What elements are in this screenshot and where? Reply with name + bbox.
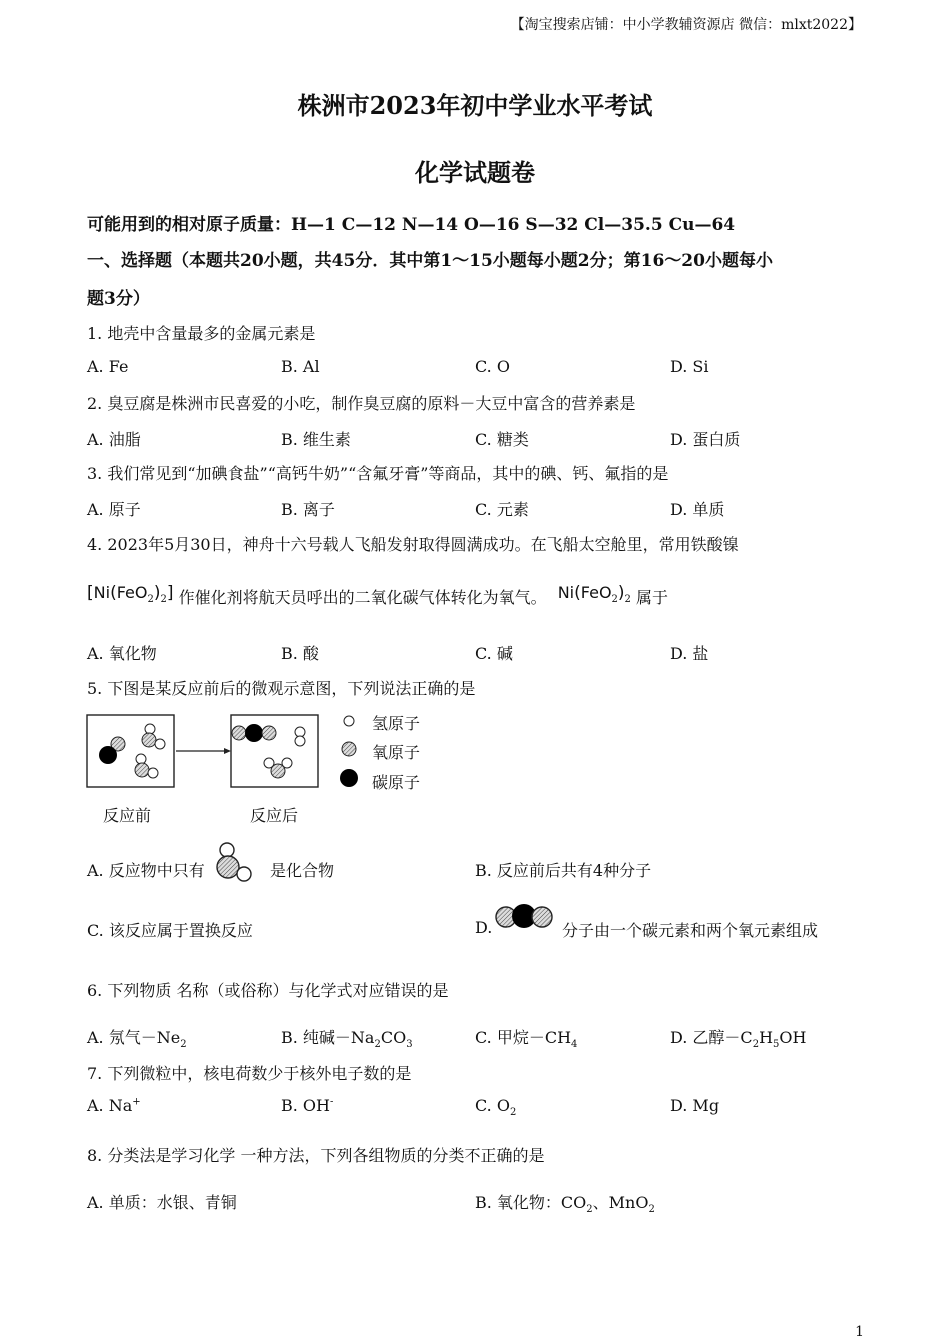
q4-stem-2: 作催化剂将航天员呼出的二氧化碳气体转化为氧气。 [178, 588, 547, 607]
section-heading-line1: 一、选择题（本题共20小题，共45分．其中第1～15小题每小题2分；第16～20小题每小 [87, 251, 773, 271]
q3-stem: 3. 我们常见到“加碘食盐”“高钙牛奶”“含氟牙膏”等商品，其中的碘、钙、氟指的是 [87, 464, 669, 483]
q1-option-a: A. Fe [87, 357, 129, 376]
sub: 2 [586, 1204, 593, 1216]
q4-option-b: B. 酸 [281, 644, 319, 663]
q6-b-text: B. 纯碱－Na [281, 1028, 375, 1047]
q8-stem: 8. 分类法是学习化学 一种方法，下列各组物质的分类不正确的是 [87, 1146, 545, 1165]
formula-bracket-left: [ [87, 583, 94, 603]
q7-option-d: D. Mg [670, 1096, 720, 1115]
q2-option-d: D. 蛋白质 [670, 430, 741, 449]
q6-option-d [670, 1025, 806, 1050]
formula-paren-left-2: ( [574, 583, 581, 603]
q6-d-oh: OH [779, 1028, 807, 1047]
formula-sub-2c: 2 [611, 594, 618, 606]
sub: 2 [752, 1039, 760, 1051]
formula-ni-2: Ni [557, 583, 575, 602]
q7-a-text: A. Na [87, 1096, 133, 1115]
q3-option-a: A. 原子 [87, 500, 141, 519]
q5-option-a-pre: A. 反应物中只有 [87, 861, 205, 880]
q1-stem: 1. 地壳中含量最多的金属元素是 [87, 324, 316, 343]
q4-option-d: D. 盐 [670, 644, 709, 663]
formula-paren-left: ( [110, 583, 117, 603]
sup: - [330, 1096, 334, 1108]
q6-option-a [87, 1025, 187, 1050]
q4-option-a: A. 氧化物 [87, 644, 157, 663]
q5-stem: 5. 下图是某反应前后的微观示意图，下列说法正确的是 [87, 679, 476, 698]
header-note: 【淘宝搜索店铺：中小学教辅资源店 微信：mlxt2022】 [510, 17, 862, 33]
q6-option-c [475, 1025, 577, 1050]
sub: 2 [648, 1204, 655, 1216]
sub: 5 [773, 1039, 780, 1051]
paper-subtitle: 化学试题卷 [415, 158, 535, 187]
sub: 3 [406, 1039, 413, 1051]
legend-oxygen-label: 氧原子 [372, 743, 421, 762]
q6-d-h: H [759, 1028, 774, 1047]
co2-molecule-icon [494, 900, 554, 934]
q1-option-b: B. Al [281, 357, 320, 376]
q4-stem-3: 属于 [636, 588, 669, 607]
q8-b-text: B. 氧化物：CO [475, 1193, 587, 1212]
hydrogen-atom [220, 843, 234, 857]
oxygen-atom [262, 726, 276, 740]
legend-carbon-label: 碳原子 [372, 773, 421, 792]
q1-option-d: D. Si [670, 357, 709, 376]
q2-option-a: A. 油脂 [87, 430, 141, 449]
q2-stem: 2. 臭豆腐是株洲市民喜爱的小吃，制作臭豆腐的原料－大豆中富含的营养素是 [87, 394, 636, 413]
label-before: 反应前 [103, 806, 152, 825]
oxygen-atom [232, 726, 246, 740]
hydrogen-atom [282, 758, 292, 768]
hydrogen-atom [136, 754, 146, 764]
q6-option-b [281, 1025, 413, 1050]
sub: 2 [180, 1039, 187, 1051]
oxygen-atom [532, 907, 552, 927]
page-number: 1 [855, 1324, 864, 1340]
hydrogen-atom [295, 736, 305, 746]
hydrogen-atom [237, 867, 251, 881]
q6-a-text: A. 氖气－Ne [87, 1028, 181, 1047]
q6-stem: 6. 下列物质 名称（或俗称）与化学式对应错误的是 [87, 981, 449, 1000]
q5-option-d-pre: D. [475, 918, 493, 937]
q4-option-c: C. 碱 [475, 644, 513, 663]
q7-c-text: C. O [475, 1096, 510, 1115]
oxygen-atom [217, 856, 239, 878]
hydrogen-atom [145, 724, 155, 734]
q4-formula-line [87, 580, 668, 605]
q4-stem: 4. 2023年5月30日，神舟十六号载人飞船发射取得圆满成功。在飞船太空舱里，常用铁酸镍 [87, 535, 739, 554]
legend-symbols [338, 710, 360, 790]
q8-option-b [475, 1190, 655, 1215]
sub: 2 [509, 1107, 517, 1119]
carbon-atom [245, 724, 263, 742]
reaction-diagram [85, 708, 335, 794]
legend-carbon-icon [340, 769, 358, 787]
formula-sub-2a: 2 [147, 594, 154, 606]
q5-option-b: B. 反应前后共有4种分子 [475, 861, 652, 880]
sub: 4 [571, 1039, 578, 1051]
formula-feo-2: FeO [580, 583, 612, 602]
q6-d-text: D. 乙醇－C [670, 1028, 753, 1047]
label-after: 反应后 [250, 806, 299, 825]
q6-c-text: C. 甲烷－CH [475, 1028, 572, 1047]
q3-option-d: D. 单质 [670, 500, 725, 519]
formula-sub-2b: 2 [160, 594, 167, 606]
q2-option-b: B. 维生素 [281, 430, 351, 449]
q7-stem: 7. 下列微粒中，核电荷数少于核外电子数的是 [87, 1064, 412, 1083]
q5-option-d-post: 分子由一个碳元素和两个氧元素组成 [562, 921, 819, 940]
q1-option-c: C. O [475, 357, 510, 376]
q5-option-c: C. 该反应属于置换反应 [87, 921, 253, 940]
arrow-head [224, 748, 231, 754]
q7-option-a [87, 1096, 141, 1115]
q6-b-co: CO [380, 1028, 407, 1047]
legend-oxygen-icon [342, 742, 356, 756]
legend-hydrogen-icon [344, 716, 354, 726]
formula-feo: FeO [116, 583, 148, 602]
q7-option-b [281, 1096, 333, 1115]
q5-option-a-post: 是化合物 [270, 861, 335, 880]
q8-b-mno: 、MnO [592, 1193, 649, 1212]
exam-title: 株洲市2023年初中学业水平考试 [297, 91, 653, 120]
section-heading-line2: 题3分） [87, 289, 150, 309]
oxygen-atom [142, 733, 156, 747]
q2-option-c: C. 糖类 [475, 430, 529, 449]
q7-option-c [475, 1096, 516, 1118]
q3-option-c: C. 元素 [475, 500, 529, 519]
q7-b-text: B. OH [281, 1096, 330, 1115]
legend-hydrogen-label: 氢原子 [372, 714, 421, 733]
sub: 2 [374, 1039, 381, 1051]
sup: + [132, 1096, 141, 1108]
formula-paren-right-2: ) [617, 583, 625, 603]
hydrogen-atom [155, 739, 165, 749]
hydrogen-atom [148, 768, 158, 778]
formula-sub-2d: 2 [624, 594, 631, 606]
oxygen-atom [135, 763, 149, 777]
formula-ni: Ni [93, 583, 111, 602]
q3-option-b: B. 离子 [281, 500, 335, 519]
water-molecule-icon [212, 840, 256, 884]
atomic-masses: 可能用到的相对原子质量：H—1 C—12 N—14 O—16 S—32 Cl—35.5 Cu—64 [87, 215, 736, 235]
formula-bracket-right: ] [166, 583, 174, 603]
formula-paren-right: ) [153, 583, 161, 603]
q8-option-a: A. 单质：水银、青铜 [87, 1193, 237, 1212]
carbon-atom [99, 746, 117, 764]
